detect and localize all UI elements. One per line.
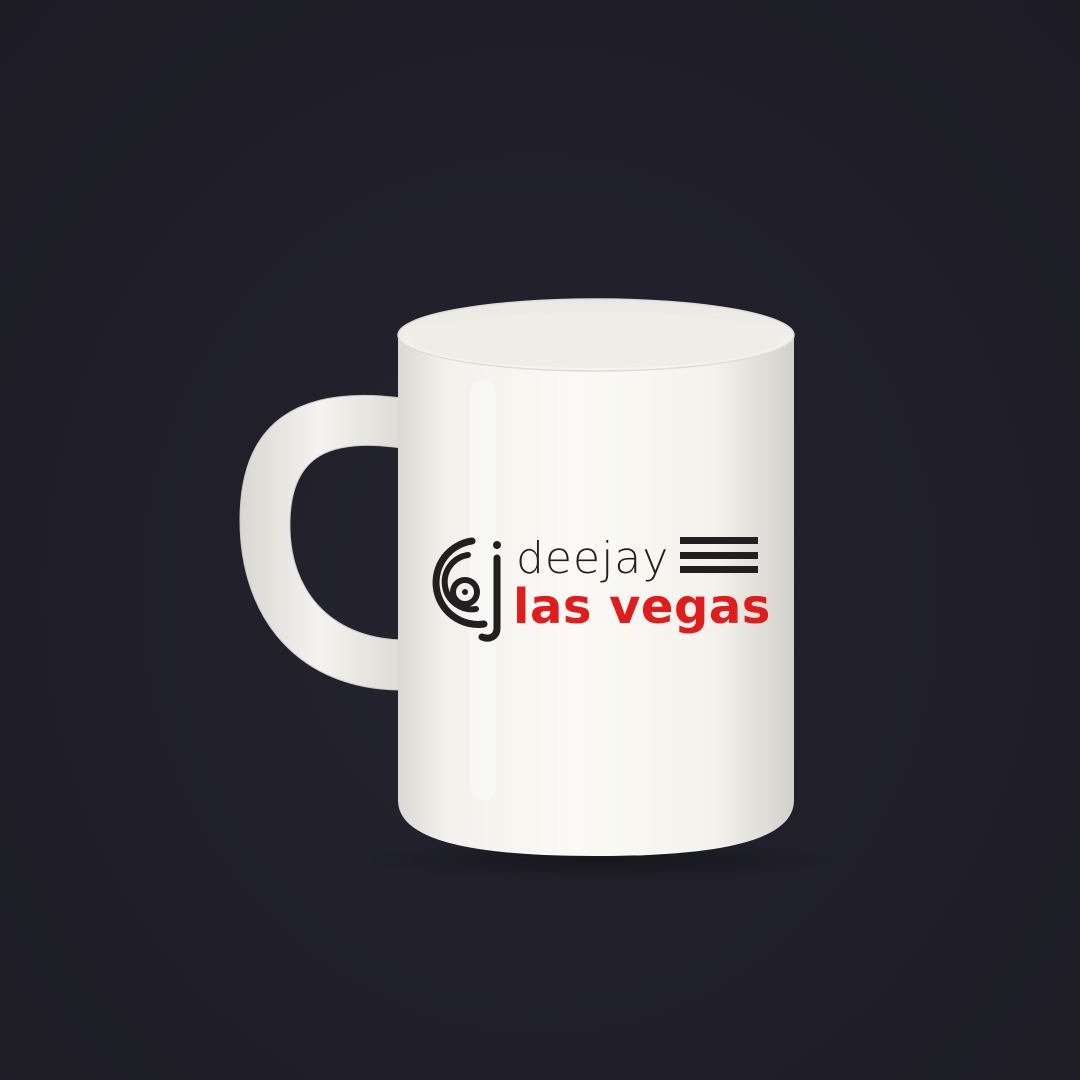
logo-text-las-vegas: las vegas <box>513 579 771 635</box>
mug-inner <box>412 312 780 368</box>
logo-text-deejay: deejay <box>516 533 670 584</box>
mug-handle <box>240 395 402 690</box>
logo-stripes <box>680 537 758 573</box>
